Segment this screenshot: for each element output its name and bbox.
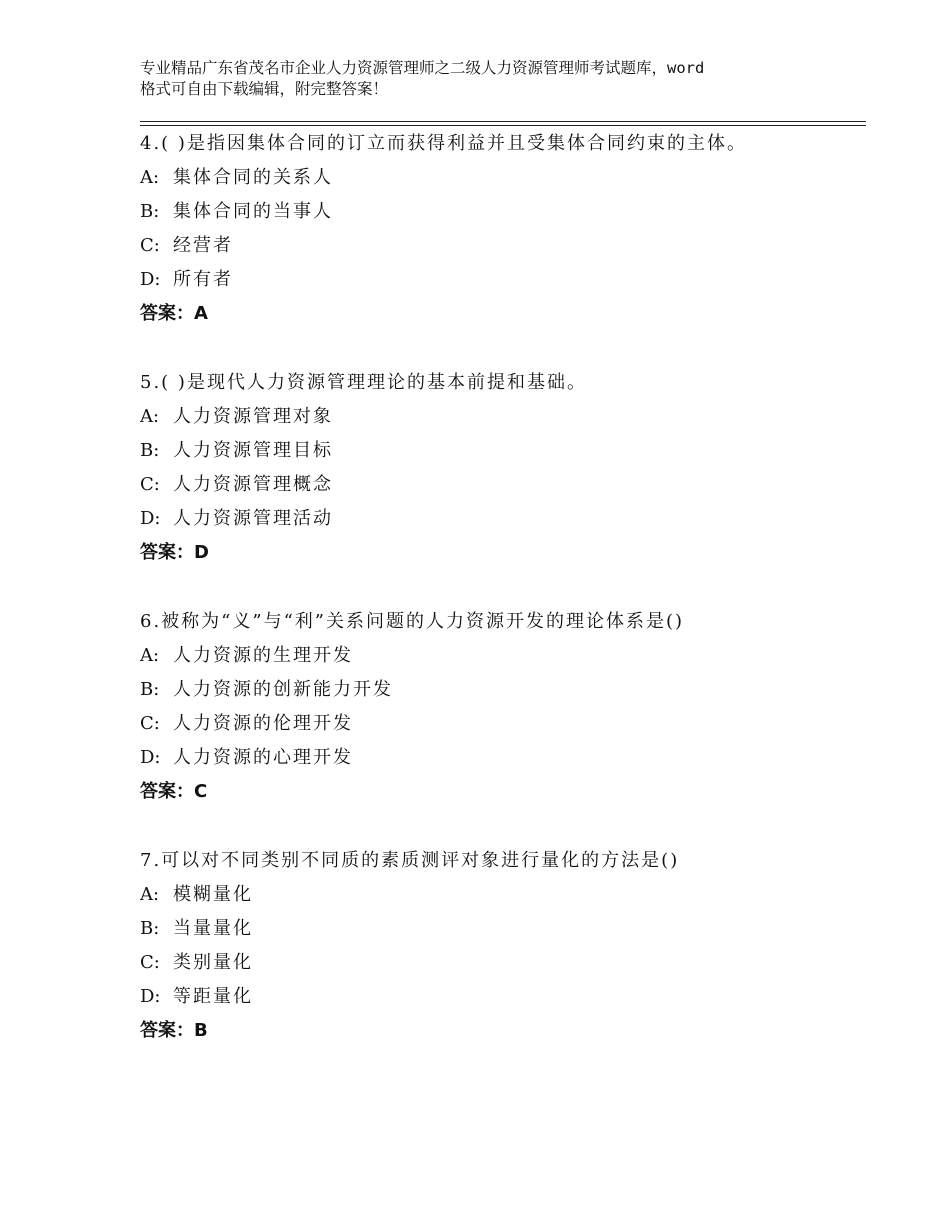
option-text: 人力资源的生理开发 — [173, 645, 353, 666]
header-line-1: 专业精品广东省茂名市企业人力资源管理师之二级人力资源管理师考试题库，word — [140, 59, 705, 77]
option-label: B: — [140, 918, 160, 939]
option-text: 等距量化 — [173, 986, 253, 1007]
option-label: C: — [140, 474, 160, 495]
option-label: A: — [140, 167, 160, 188]
question-4 — [140, 127, 866, 331]
option-text: 人力资源的心理开发 — [173, 747, 353, 768]
option-d — [140, 741, 866, 775]
question-6 — [140, 605, 866, 809]
option-b — [140, 673, 866, 707]
option-text: 人力资源的创新能力开发 — [173, 679, 393, 700]
option-text: 集体合同的关系人 — [173, 167, 333, 188]
option-c — [140, 946, 866, 980]
option-label: B: — [140, 679, 160, 700]
option-text: 所有者 — [173, 269, 233, 290]
answer: 答案：C — [140, 781, 208, 802]
option-a — [140, 161, 866, 195]
option-d — [140, 980, 866, 1014]
option-label: A: — [140, 406, 160, 427]
answer: 答案：D — [140, 542, 209, 563]
option-label: A: — [140, 884, 160, 905]
option-label: D: — [140, 508, 161, 529]
option-label: A: — [140, 645, 160, 666]
option-text: 人力资源的伦理开发 — [173, 713, 353, 734]
option-label: B: — [140, 440, 160, 461]
header-line-2: 格式可自由下载编辑，附完整答案！ — [140, 80, 389, 98]
option-label: D: — [140, 269, 161, 290]
question-5 — [140, 366, 866, 570]
option-text: 人力资源管理对象 — [173, 406, 333, 427]
option-text: 模糊量化 — [173, 884, 253, 905]
answer: 答案：A — [140, 303, 208, 324]
option-b — [140, 434, 866, 468]
option-c — [140, 229, 866, 263]
option-text: 当量量化 — [173, 918, 253, 939]
question-text: 7.可以对不同类别不同质的素质测评对象进行量化的方法是() — [140, 850, 680, 871]
question-7 — [140, 844, 866, 1048]
option-c — [140, 707, 866, 741]
option-label: C: — [140, 235, 160, 256]
option-text: 人力资源管理活动 — [173, 508, 333, 529]
option-b — [140, 195, 866, 229]
question-text: 5.( )是现代人力资源管理理论的基本前提和基础。 — [140, 372, 587, 393]
option-label: D: — [140, 986, 161, 1007]
document-header — [140, 58, 840, 100]
option-c — [140, 468, 866, 502]
answer: 答案：B — [140, 1020, 208, 1041]
option-label: C: — [140, 952, 160, 973]
option-d — [140, 502, 866, 536]
option-text: 集体合同的当事人 — [173, 201, 333, 222]
question-text: 4.( )是指因集体合同的订立而获得利益并且受集体合同约束的主体。 — [140, 133, 747, 154]
option-text: 人力资源管理概念 — [173, 474, 333, 495]
option-a — [140, 639, 866, 673]
header-divider-top — [140, 121, 866, 122]
header-divider-bottom — [140, 125, 866, 126]
option-label: D: — [140, 747, 161, 768]
option-b — [140, 912, 866, 946]
option-a — [140, 400, 866, 434]
question-text: 6.被称为“义”与“利”关系问题的人力资源开发的理论体系是() — [140, 611, 685, 632]
option-d — [140, 263, 866, 297]
option-text: 人力资源管理目标 — [173, 440, 333, 461]
option-a — [140, 878, 866, 912]
option-label: B: — [140, 201, 160, 222]
option-text: 类别量化 — [173, 952, 253, 973]
option-text: 经营者 — [173, 235, 233, 256]
option-label: C: — [140, 713, 160, 734]
